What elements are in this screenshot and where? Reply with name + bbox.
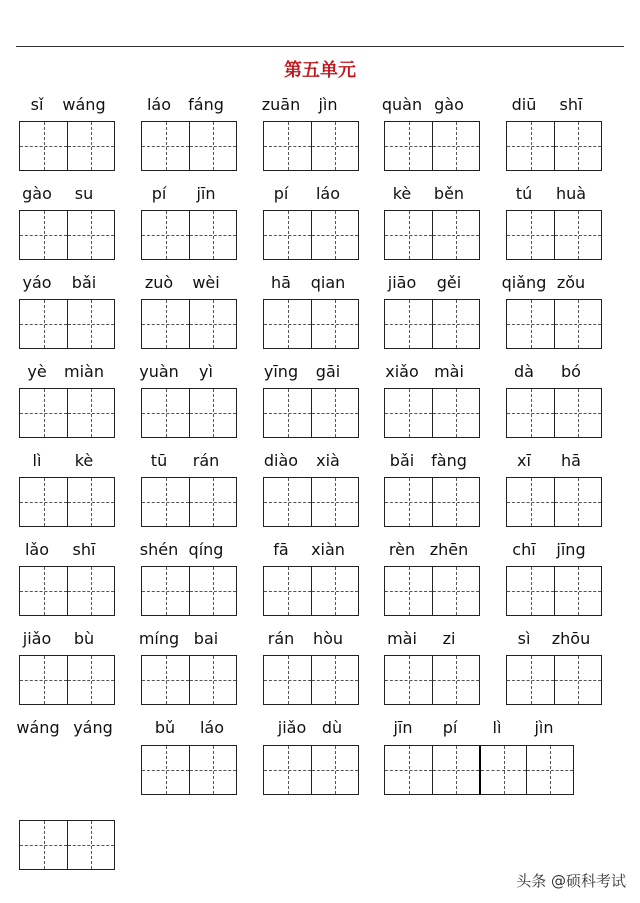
character-cell[interactable] bbox=[507, 211, 554, 259]
character-cell[interactable] bbox=[554, 122, 601, 170]
character-cell[interactable] bbox=[432, 389, 479, 437]
pinyin-label: jiāo bbox=[387, 273, 417, 292]
writing-grid[interactable] bbox=[384, 388, 480, 438]
pinyin-label: shī bbox=[559, 95, 583, 114]
character-cell[interactable] bbox=[189, 567, 236, 615]
character-cell[interactable] bbox=[264, 300, 311, 348]
pinyin-label: jīng bbox=[556, 540, 586, 559]
character-cell[interactable] bbox=[67, 300, 114, 348]
pinyin-label: lǎo bbox=[24, 540, 50, 559]
pinyin-label: jìn bbox=[318, 95, 338, 114]
writing-grid[interactable] bbox=[384, 566, 480, 616]
pinyin-label: diū bbox=[511, 95, 537, 114]
pinyin-label: fā bbox=[273, 540, 289, 559]
pinyin-label: gāi bbox=[315, 362, 341, 381]
character-cell[interactable] bbox=[264, 478, 311, 526]
writing-grid[interactable] bbox=[506, 121, 602, 171]
top-rule bbox=[16, 46, 624, 47]
writing-grid[interactable] bbox=[263, 121, 359, 171]
writing-grid[interactable] bbox=[384, 477, 480, 527]
character-cell[interactable] bbox=[507, 567, 554, 615]
pinyin-label: yáng bbox=[73, 718, 113, 737]
character-cell[interactable] bbox=[432, 656, 479, 704]
writing-grid[interactable] bbox=[384, 210, 480, 260]
character-cell[interactable] bbox=[554, 656, 601, 704]
pinyin-label: zi bbox=[442, 629, 456, 648]
pinyin-label: sì bbox=[517, 629, 531, 648]
character-cell[interactable] bbox=[20, 389, 67, 437]
writing-grid[interactable] bbox=[506, 299, 602, 349]
writing-grid[interactable] bbox=[384, 299, 480, 349]
pinyin-label: pí bbox=[273, 184, 289, 203]
pinyin-label: hòu bbox=[312, 629, 344, 648]
character-cell[interactable] bbox=[189, 211, 236, 259]
character-cell[interactable] bbox=[311, 567, 358, 615]
pinyin-label: hā bbox=[561, 451, 581, 470]
pinyin-label: yīng bbox=[263, 362, 299, 381]
character-cell[interactable] bbox=[142, 389, 189, 437]
character-cell[interactable] bbox=[432, 122, 479, 170]
character-cell[interactable] bbox=[432, 567, 479, 615]
writing-grid[interactable] bbox=[141, 745, 237, 795]
pinyin-label: pí bbox=[151, 184, 167, 203]
writing-grid[interactable] bbox=[19, 121, 115, 171]
character-cell[interactable] bbox=[385, 300, 432, 348]
character-cell[interactable] bbox=[385, 746, 432, 794]
character-cell[interactable] bbox=[142, 211, 189, 259]
pinyin-label: fàng bbox=[431, 451, 467, 470]
character-cell[interactable] bbox=[67, 821, 114, 869]
pinyin-label: rán bbox=[267, 629, 295, 648]
writing-grid[interactable] bbox=[19, 820, 115, 870]
character-cell[interactable] bbox=[385, 211, 432, 259]
pinyin-label: gào bbox=[22, 184, 52, 203]
pinyin-label: chī bbox=[512, 540, 536, 559]
pinyin-label: kè bbox=[392, 184, 412, 203]
pinyin-label: mài bbox=[387, 629, 417, 648]
character-cell[interactable] bbox=[264, 567, 311, 615]
pinyin-label: zuò bbox=[144, 273, 174, 292]
pinyin-label: pí bbox=[442, 718, 458, 737]
writing-grid[interactable] bbox=[263, 477, 359, 527]
writing-grid[interactable] bbox=[263, 655, 359, 705]
pinyin-label: qiǎng bbox=[501, 273, 547, 292]
writing-grid[interactable] bbox=[506, 388, 602, 438]
character-cell[interactable] bbox=[264, 122, 311, 170]
pinyin-label: su bbox=[74, 184, 94, 203]
character-cell[interactable] bbox=[507, 300, 554, 348]
pinyin-label: miàn bbox=[64, 362, 104, 381]
pinyin-label: yè bbox=[27, 362, 47, 381]
writing-grid[interactable] bbox=[141, 299, 237, 349]
pinyin-label: yáo bbox=[22, 273, 52, 292]
pinyin-label: qíng bbox=[188, 540, 224, 559]
character-cell[interactable] bbox=[20, 122, 67, 170]
pinyin-label: gào bbox=[434, 95, 464, 114]
character-cell[interactable] bbox=[142, 300, 189, 348]
character-cell[interactable] bbox=[526, 746, 573, 794]
character-cell[interactable] bbox=[142, 746, 189, 794]
pinyin-label: wèi bbox=[192, 273, 220, 292]
character-cell[interactable] bbox=[554, 389, 601, 437]
pinyin-label: lì bbox=[492, 718, 502, 737]
character-cell[interactable] bbox=[20, 478, 67, 526]
writing-grid[interactable] bbox=[19, 655, 115, 705]
pinyin-label: bǎi bbox=[71, 273, 97, 292]
writing-grid[interactable] bbox=[263, 745, 359, 795]
pinyin-label: zuān bbox=[261, 95, 301, 114]
pinyin-label: sǐ bbox=[30, 95, 44, 114]
pinyin-label: jìn bbox=[534, 718, 554, 737]
pinyin-label: hā bbox=[271, 273, 291, 292]
pinyin-label: xià bbox=[316, 451, 340, 470]
writing-grid[interactable] bbox=[19, 210, 115, 260]
writing-grid[interactable] bbox=[506, 477, 602, 527]
writing-grid[interactable] bbox=[506, 655, 602, 705]
pinyin-label: bai bbox=[193, 629, 219, 648]
character-cell[interactable] bbox=[311, 122, 358, 170]
writing-grid[interactable] bbox=[263, 388, 359, 438]
character-cell[interactable] bbox=[554, 567, 601, 615]
pinyin-label: quàn bbox=[381, 95, 423, 114]
writing-grid[interactable] bbox=[506, 210, 602, 260]
pinyin-label: bǎi bbox=[389, 451, 415, 470]
pinyin-label: mài bbox=[434, 362, 464, 381]
character-cell[interactable] bbox=[67, 656, 114, 704]
character-cell[interactable] bbox=[189, 478, 236, 526]
pinyin-label: běn bbox=[433, 184, 465, 203]
character-cell[interactable] bbox=[142, 567, 189, 615]
character-cell[interactable] bbox=[311, 300, 358, 348]
writing-grid[interactable] bbox=[141, 210, 237, 260]
character-cell[interactable] bbox=[189, 746, 236, 794]
character-cell[interactable] bbox=[507, 656, 554, 704]
pinyin-label: xiǎo bbox=[385, 362, 419, 381]
pinyin-label: bù bbox=[73, 629, 95, 648]
writing-grid[interactable] bbox=[263, 210, 359, 260]
writing-grid[interactable] bbox=[141, 477, 237, 527]
character-cell[interactable] bbox=[189, 389, 236, 437]
pinyin-label: jiǎo bbox=[277, 718, 307, 737]
pinyin-label: wáng bbox=[16, 718, 60, 737]
watermark-text: 头条 @硕科考试 bbox=[516, 872, 626, 890]
pinyin-label: míng bbox=[138, 629, 180, 648]
character-cell[interactable] bbox=[67, 211, 114, 259]
writing-grid[interactable] bbox=[506, 566, 602, 616]
pinyin-label: qian bbox=[310, 273, 346, 292]
pinyin-label: shén bbox=[139, 540, 179, 559]
pinyin-label: shī bbox=[72, 540, 96, 559]
character-cell[interactable] bbox=[479, 746, 526, 794]
writing-grid[interactable] bbox=[19, 477, 115, 527]
character-cell[interactable] bbox=[67, 567, 114, 615]
character-cell[interactable] bbox=[432, 746, 479, 794]
character-cell[interactable] bbox=[507, 122, 554, 170]
character-cell[interactable] bbox=[385, 656, 432, 704]
pinyin-label: huà bbox=[555, 184, 587, 203]
character-cell[interactable] bbox=[142, 122, 189, 170]
writing-grid[interactable] bbox=[19, 299, 115, 349]
character-cell[interactable] bbox=[142, 478, 189, 526]
character-cell[interactable] bbox=[67, 389, 114, 437]
writing-grid[interactable] bbox=[263, 299, 359, 349]
character-cell[interactable] bbox=[311, 746, 358, 794]
character-cell[interactable] bbox=[554, 300, 601, 348]
pinyin-label: rèn bbox=[388, 540, 416, 559]
character-cell[interactable] bbox=[554, 478, 601, 526]
character-cell[interactable] bbox=[507, 389, 554, 437]
character-cell[interactable] bbox=[189, 656, 236, 704]
pinyin-label: yuàn bbox=[139, 362, 179, 381]
pinyin-label: zǒu bbox=[556, 273, 586, 292]
character-cell[interactable] bbox=[385, 567, 432, 615]
pinyin-label: bó bbox=[561, 362, 581, 381]
pinyin-label: fáng bbox=[188, 95, 224, 114]
writing-grid[interactable] bbox=[384, 655, 480, 705]
character-cell[interactable] bbox=[20, 656, 67, 704]
character-cell[interactable] bbox=[67, 122, 114, 170]
character-cell[interactable] bbox=[20, 211, 67, 259]
character-cell[interactable] bbox=[264, 211, 311, 259]
character-cell[interactable] bbox=[20, 300, 67, 348]
character-cell[interactable] bbox=[264, 389, 311, 437]
writing-grid[interactable] bbox=[141, 566, 237, 616]
pinyin-label: tū bbox=[150, 451, 168, 470]
character-cell[interactable] bbox=[20, 821, 67, 869]
pinyin-label: bǔ bbox=[154, 718, 176, 737]
pinyin-label: dà bbox=[514, 362, 534, 381]
pinyin-label: láo bbox=[315, 184, 341, 203]
writing-grid[interactable] bbox=[263, 566, 359, 616]
writing-grid[interactable] bbox=[141, 388, 237, 438]
character-cell[interactable] bbox=[385, 122, 432, 170]
pinyin-label: jīn bbox=[393, 718, 413, 737]
pinyin-label: tú bbox=[515, 184, 533, 203]
character-cell[interactable] bbox=[189, 300, 236, 348]
pinyin-label: yì bbox=[199, 362, 213, 381]
watermark bbox=[516, 870, 626, 891]
pinyin-label: láo bbox=[199, 718, 225, 737]
pinyin-label: jiǎo bbox=[22, 629, 52, 648]
pinyin-label: zhōu bbox=[551, 629, 591, 648]
pinyin-label: diào bbox=[263, 451, 299, 470]
character-cell[interactable] bbox=[142, 656, 189, 704]
pinyin-label: kè bbox=[74, 451, 94, 470]
character-cell[interactable] bbox=[264, 746, 311, 794]
writing-grid[interactable] bbox=[19, 388, 115, 438]
writing-grid[interactable] bbox=[19, 566, 115, 616]
character-cell[interactable] bbox=[311, 478, 358, 526]
writing-grid[interactable] bbox=[384, 745, 574, 795]
character-cell[interactable] bbox=[432, 211, 479, 259]
writing-grid[interactable] bbox=[384, 121, 480, 171]
character-cell[interactable] bbox=[554, 211, 601, 259]
pinyin-label: gěi bbox=[436, 273, 462, 292]
character-cell[interactable] bbox=[385, 389, 432, 437]
page-title: 第五单元 bbox=[284, 60, 356, 81]
pinyin-label: dù bbox=[321, 718, 343, 737]
pinyin-label: wáng bbox=[62, 95, 106, 114]
character-cell[interactable] bbox=[189, 122, 236, 170]
character-cell[interactable] bbox=[432, 478, 479, 526]
pinyin-label: xī bbox=[517, 451, 531, 470]
character-cell[interactable] bbox=[311, 656, 358, 704]
character-cell[interactable] bbox=[20, 567, 67, 615]
pinyin-label: xiàn bbox=[311, 540, 345, 559]
pinyin-label: láo bbox=[146, 95, 172, 114]
character-cell[interactable] bbox=[432, 300, 479, 348]
character-cell[interactable] bbox=[311, 211, 358, 259]
character-cell[interactable] bbox=[67, 478, 114, 526]
character-cell[interactable] bbox=[385, 478, 432, 526]
character-cell[interactable] bbox=[311, 389, 358, 437]
character-cell[interactable] bbox=[507, 478, 554, 526]
writing-grid[interactable] bbox=[141, 655, 237, 705]
pinyin-label: zhēn bbox=[429, 540, 469, 559]
character-cell[interactable] bbox=[264, 656, 311, 704]
writing-grid[interactable] bbox=[141, 121, 237, 171]
pinyin-label: rán bbox=[192, 451, 220, 470]
pinyin-label: jīn bbox=[196, 184, 216, 203]
pinyin-label: lì bbox=[32, 451, 42, 470]
